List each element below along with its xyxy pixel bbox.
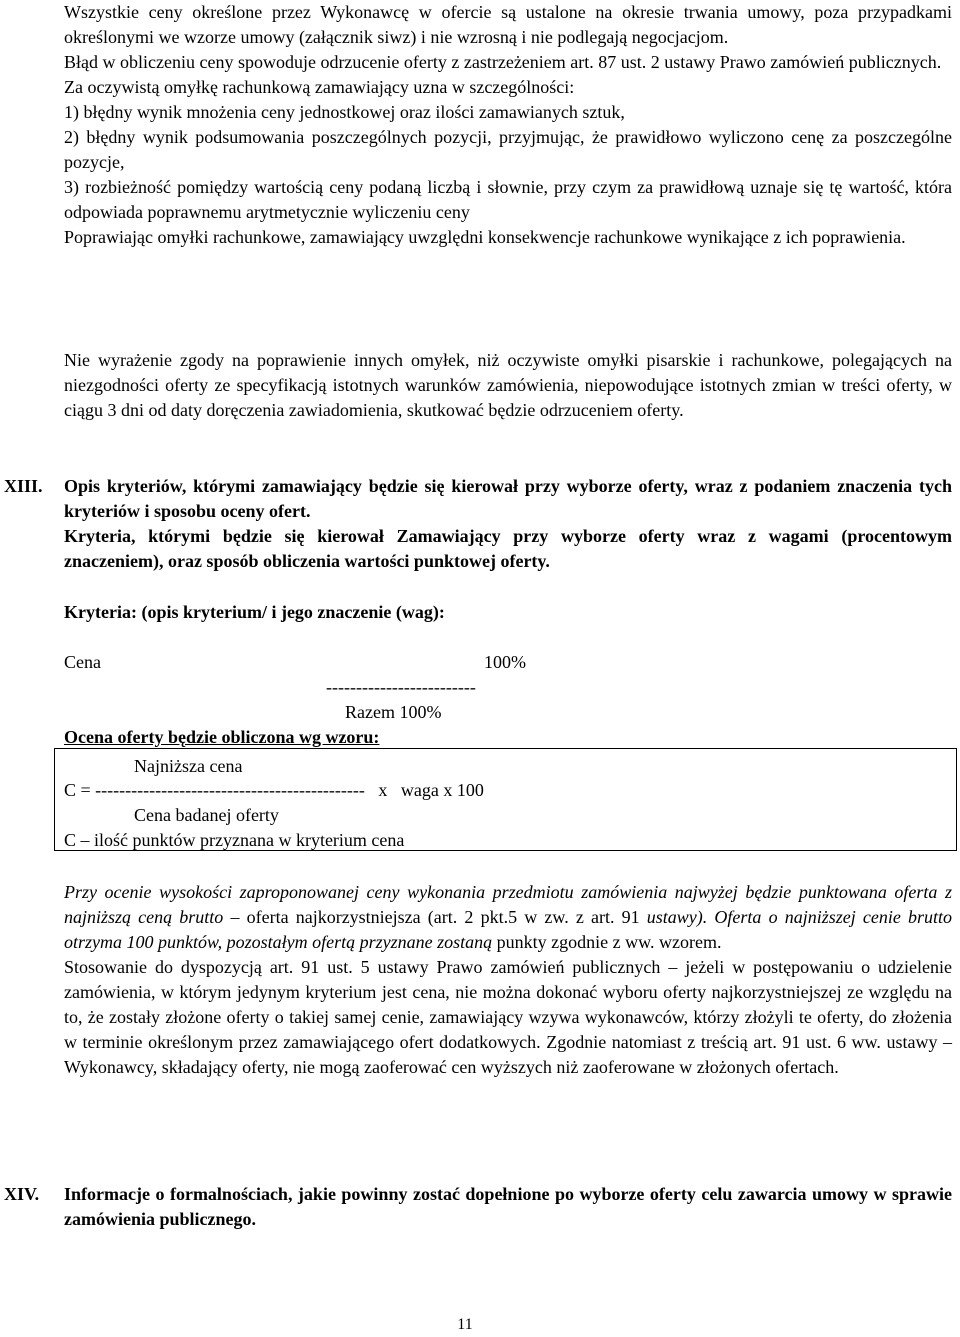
section-14-heading-block [64,1182,952,1232]
scoring-paragraph-block [64,880,952,1080]
criteria-separator: ------------------------- [326,677,476,697]
scoring-plain-part-2: punkty zgodnie z ww. wzorem. [496,932,722,952]
price-error-paragraph: Błąd w obliczeniu ceny spowoduje odrzucenie oferty z zastrzeżeniem art. 87 ust. 2 ustawy Prawo zamówień publicznych. [64,52,942,72]
formula-title: Ocena oferty będzie obliczona wg wzoru: [64,727,380,747]
section-13-heading: Opis kryteriów, którymi zamawiający będzie się kierował przy wyborze oferty, wraz z podaniem znaczenia tych kryteriów i sposobu oceny ofert. [64,476,952,521]
scoring-plain-part: – oferta najkorzystniejsza (art. 2 pkt.5 w zw. z art. 91 [223,907,640,927]
formula-denominator: Cena badanej oferty [134,805,279,825]
formula-line: C = --------------------------------------------- x waga x 100 [64,780,484,800]
section-13-number: XIII. [4,476,43,496]
formula-numerator: Najniższa cena [134,756,243,776]
page-number: 11 [457,1316,473,1333]
pricing-rules-block [64,0,952,250]
section-13-heading-block [64,474,952,574]
consent-paragraph: Nie wyrażenie zgody na poprawienie innych omyłek, niż oczywiste omyłki pisarskie i rachunkowe, polegających na niezgodności oferty ze specyfikacją istotnych warunków zamówienia, niepowodujące istotnych zmian w treści oferty, w ciągu 3 dni od daty doręczenia zawiadomienia, skutkować będzie odrzuceniem oferty. [64,350,952,420]
arithmetic-error-item-2: 2) błędny wynik podsumowania poszczególnych pozycji, przyjmując, że prawidłowo wyliczono cenę za poszczególne pozycje, [64,127,952,172]
scoring-paragraph [64,880,952,955]
consent-paragraph-block [64,348,952,423]
criterion-weight: 100% [484,652,526,672]
scoring-italic-part: Przy ocenie wysokości zaproponowanej ceny wykonania przedmiotu zamówienia najwyżej będzie punktowana oferta z najniższą ceną brutto [64,882,952,927]
section-14-number: XIV. [4,1184,40,1204]
criteria-title: Kryteria: (opis kryterium/ i jego znaczenie (wag): [64,602,445,622]
criterion-name: Cena [64,652,101,672]
price-fixed-paragraph: Wszystkie ceny określone przez Wykonawcę w ofercie są ustalone na okresie trwania umowy, poza przypadkami określonymi we wzorze umowy (załącznik siwz) i nie wzrosną i nie podlegają negocjacjom. [64,2,952,47]
scoring-italic-part-2: ustawy). Oferta o najniższej cenie brutto otrzyma 100 punktów, pozostałym ofertą przyznane zostaną [64,907,952,952]
arithmetic-error-item-1: 1) błędny wynik mnożenia ceny jednostkowej oraz ilości zamawianych sztuk, [64,102,625,122]
section-13-subheading: Kryteria, którymi będzie się kierował Zamawiający przy wyborze oferty wraz z wagami (procentowym znaczeniem), oraz sposób obliczenia wartości punktowej oferty. [64,526,952,571]
formula-legend: C – ilość punktów przyznana w kryterium cena [64,830,405,850]
correction-consequences-paragraph: Poprawiając omyłki rachunkowe, zamawiający uwzględni konsekwencje rachunkowe wynikające z ich poprawienia. [64,227,906,247]
section-14-heading: Informacje o formalnościach, jakie powinny zostać dopełnione po wyborze oferty celu zawarcia umowy w sprawie zamówienia publicznego. [64,1184,952,1229]
arithmetic-error-item-3: 3) rozbieżność pomiędzy wartością ceny podaną liczbą i słownie, przy czym za prawidłową uznaje się tę wartość, która odpowiada poprawnemu arytmetycznie wyliczeniu ceny [64,177,952,222]
disposition-paragraph: Stosowanie do dyspozycją art. 91 ust. 5 ustawy Prawo zamówień publicznych – jeżeli w postępowaniu o udzielenie zamówienia, w którym jedynym kryterium jest cena, nie można dokonać wyboru oferty najkorzystniejszej ze względu na to, że zostały złożone oferty o takiej samej cenie, zamawiający wzywa wykonawców, którzy złożyli te oferty, do złożenia w terminie określonym przez zamawiającego ofert dodatkowych. Zgodnie natomiast z treścią art. 91 ust. 6 ww. ustawy – Wykonawcy, składający oferty, nie mogą zaoferować cen wyższych niż zaoferowane w złożonych ofertach. [64,957,952,1077]
criteria-total: Razem 100% [345,702,442,722]
formula-box [54,748,957,851]
arithmetic-error-intro: Za oczywistą omyłkę rachunkową zamawiający uzna w szczególności: [64,77,575,97]
